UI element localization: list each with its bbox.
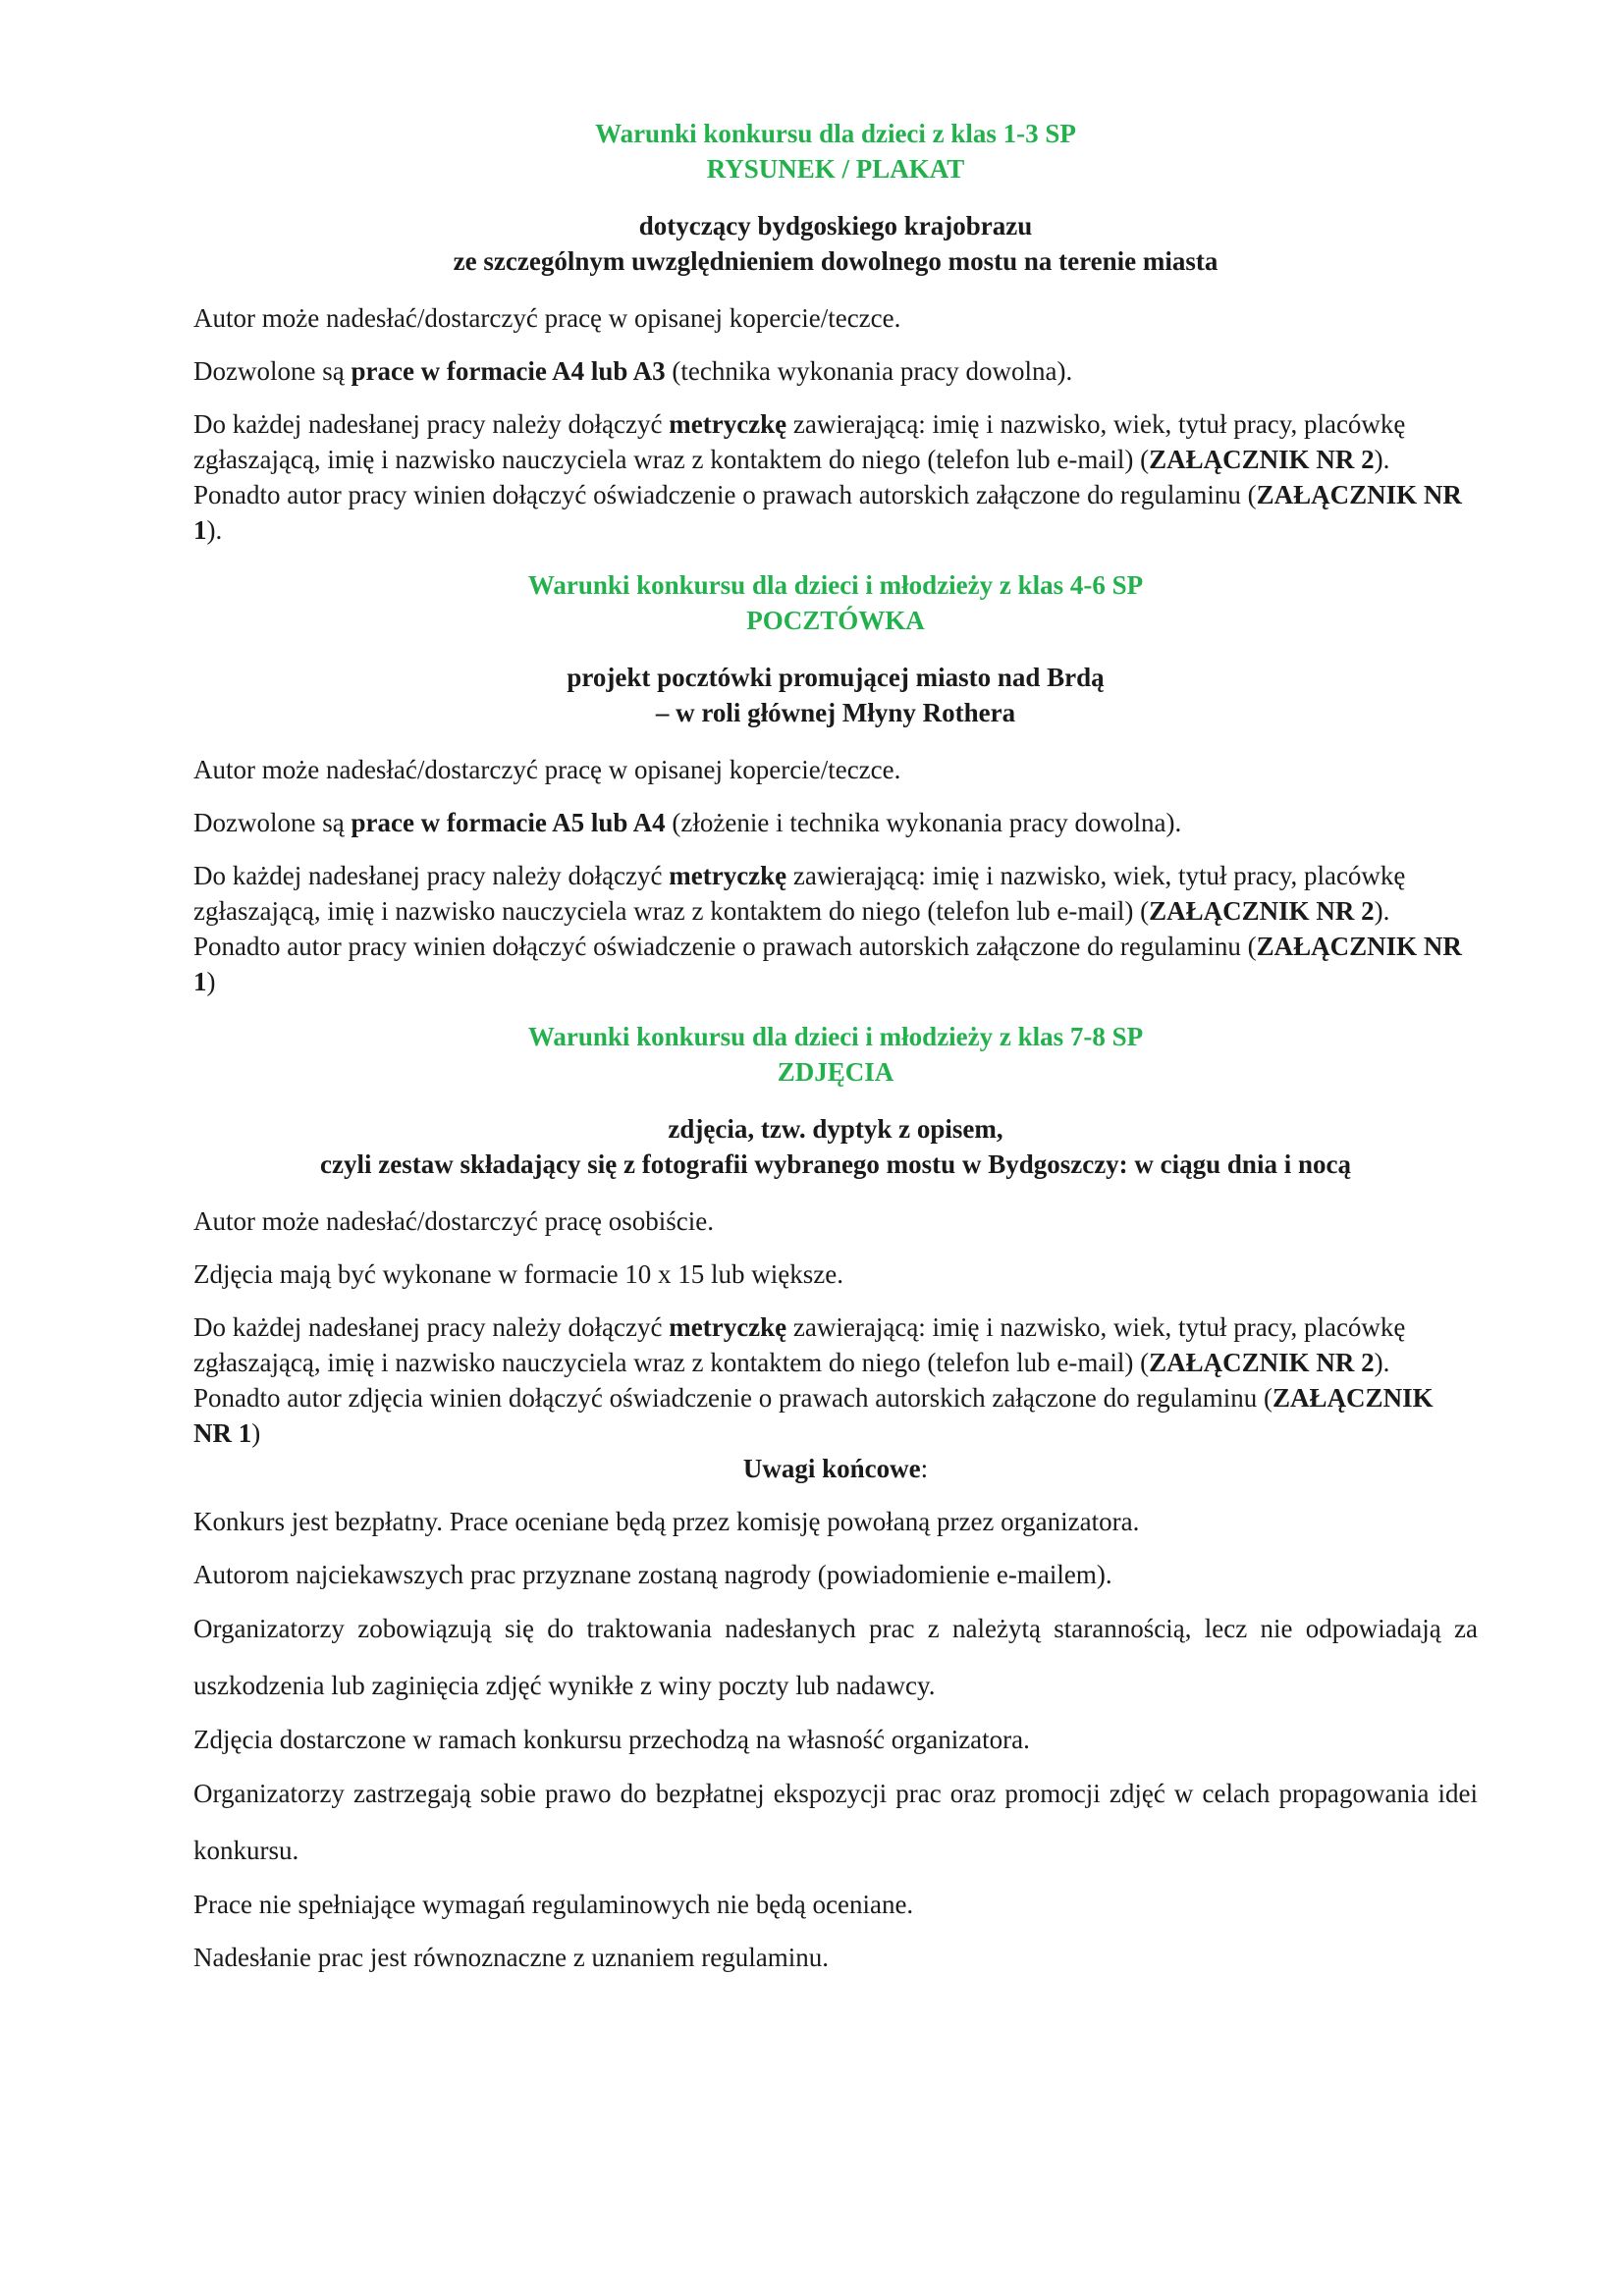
section3-paragraph3 [193,1309,1478,1380]
section3-subtitle-line1: zdjęcia, tzw. dyptyk z opisem, [668,1114,1003,1144]
section2-subtitle [193,660,1478,730]
section1-title-line2: RYSUNEK / PLAKAT [706,154,965,184]
section1-paragraph1: Autor może nadesłać/dostarczyć pracę w opisanej kopercie/teczce. [193,303,901,333]
section1-title-line1: Warunki konkursu dla dzieci z klas 1-3 SP [595,119,1076,148]
text-span: ). [1374,896,1390,926]
bold-span: Uwagi końcowe [742,1454,921,1483]
final-item: Autorom najciekawszych prac przyznane zostaną nagrody (powiadomienie e-mailem). [193,1560,1112,1589]
section3-title-line2: ZDJĘCIA [777,1057,894,1087]
bold-span: metryczkę [669,1312,787,1342]
text-span: (technika wykonania pracy dowolna). [665,356,1073,386]
section1-paragraph2 [193,353,1478,389]
section2-paragraph1: Autor może nadesłać/dostarczyć pracę w opisanej kopercie/teczce. [193,755,901,784]
final-item: Zdjęcia dostarczone w ramach konkursu przechodzą na własność organizatora. [193,1725,1030,1754]
text-span: Do każdej nadesłanej pracy należy dołączyć [193,409,670,439]
text-span: Dozwolone są [193,808,352,837]
final-item: Organizatorzy zastrzegają sobie prawo do bezpłatnej ekspozycji prac oraz promocji zdjęć w celach propagowania idei konkursu. [193,1779,1478,1865]
text-span: ) [206,967,216,996]
document-content [193,116,1478,1975]
section2-subtitle-line2: – w roli głównej Młyny Rothera [655,698,1016,727]
section3-subtitle-line2: czyli zestaw składający się z fotografii wybranego mostu w Bydgoszczy: w ciągu dnia i nocą [320,1149,1351,1179]
section3-paragraph1: Autor może nadesłać/dostarczyć pracę osobiście. [193,1206,715,1236]
text-span: Do każdej nadesłanej pracy należy dołączyć [193,861,670,890]
section2-title [193,567,1478,638]
text-span: ). [206,515,223,545]
section3-subtitle [193,1111,1478,1182]
final-item: Prace nie spełniające wymagań regulaminowych nie będą oceniane. [193,1890,914,1919]
bold-span: ZAŁĄCZNIK NR 1 [193,480,1462,545]
section2-paragraph3 [193,858,1478,929]
section3-title-line1: Warunki konkursu dla dzieci i młodzieży z klas 7-8 SP [527,1022,1144,1051]
text-span: ) [251,1418,261,1448]
text-span: Do każdej nadesłanej pracy należy dołączyć [193,1312,670,1342]
bold-span: ZAŁĄCZNIK NR 2 [1149,896,1375,926]
final-item: Nadesłanie prac jest równoznaczne z uznaniem regulaminu. [193,1943,829,1972]
section3-title [193,1019,1478,1090]
bold-span: ZAŁĄCZNIK NR 1 [193,932,1462,996]
section2-title-line2: POCZTÓWKA [746,606,925,635]
bold-span: metryczkę [669,409,787,439]
text-span: zawierającą: imię i nazwisko, wiek, tytuł pracy, placówkę zgłaszającą, imię i nazwisko nauczyciela wraz z kontaktem do niego (telefon lub e-mail) ( [193,861,1406,926]
bold-span: prace w formacie A4 lub A3 [351,356,666,386]
bold-span: ZAŁĄCZNIK NR 2 [1149,1348,1375,1377]
section2-paragraph4 [193,929,1478,999]
bold-span: metryczkę [669,861,787,890]
final-remarks [193,1504,1478,1975]
bold-span: prace w formacie A5 lub A4 [351,808,666,837]
section3-paragraph4 [193,1380,1478,1451]
section2-title-line1: Warunki konkursu dla dzieci i młodzieży z klas 4-6 SP [527,570,1144,600]
section1-title [193,116,1478,187]
section1-paragraph3 [193,406,1478,477]
text-span: Dozwolone są [193,356,352,386]
text-span: ). [1374,1348,1390,1377]
section3-paragraph2: Zdjęcia mają być wykonane w formacie 10 x 15 lub większe. [193,1259,844,1289]
section2-subtitle-line1: projekt pocztówki promującej miasto nad Brdą [567,663,1105,692]
section1-subtitle-line2: ze szczególnym uwzględnieniem dowolnego mostu na terenie miasta [453,246,1218,276]
text-span: Ponadto autor zdjęcia winien dołączyć oświadczenie o prawach autorskich załączone do regulaminu ( [193,1383,1273,1413]
text-span: (złożenie i technika wykonania pracy dowolna). [665,808,1182,837]
bold-span: ZAŁĄCZNIK NR 2 [1149,445,1375,474]
section1-paragraph4 [193,477,1478,548]
section2-paragraph2 [193,805,1478,840]
text-span: Ponadto autor pracy winien dołączyć oświadczenie o prawach autorskich załączone do regulaminu ( [193,480,1257,509]
final-item: Organizatorzy zobowiązują się do traktowania nadesłanych prac z należytą starannością, lecz nie odpowiadają za uszkodzenia lub zaginięcia zdjęć wynikłe z winy poczty lub nadawcy. [193,1614,1478,1700]
section1-subtitle-line1: dotyczący bydgoskiego krajobrazu [638,211,1033,240]
text-span: ). [1374,445,1390,474]
section1-subtitle [193,208,1478,279]
bold-span: ZAŁĄCZNIK NR 1 [193,1383,1434,1448]
text-span: : [920,1454,929,1483]
text-span: Ponadto autor pracy winien dołączyć oświadczenie o prawach autorskich załączone do regulaminu ( [193,932,1257,961]
final-item: Konkurs jest bezpłatny. Prace oceniane będą przez komisję powołaną przez organizatora. [193,1507,1140,1536]
final-remarks-heading [193,1451,1478,1486]
text-span: zawierającą: imię i nazwisko, wiek, tytuł pracy, placówkę zgłaszającą, imię i nazwisko nauczyciela wraz z kontaktem do niego (telefon lub e-mail) ( [193,1312,1406,1377]
text-span: zawierającą: imię i nazwisko, wiek, tytuł pracy, placówkę zgłaszającą, imię i nazwisko nauczyciela wraz z kontaktem do niego (telefon lub e-mail) ( [193,409,1406,474]
